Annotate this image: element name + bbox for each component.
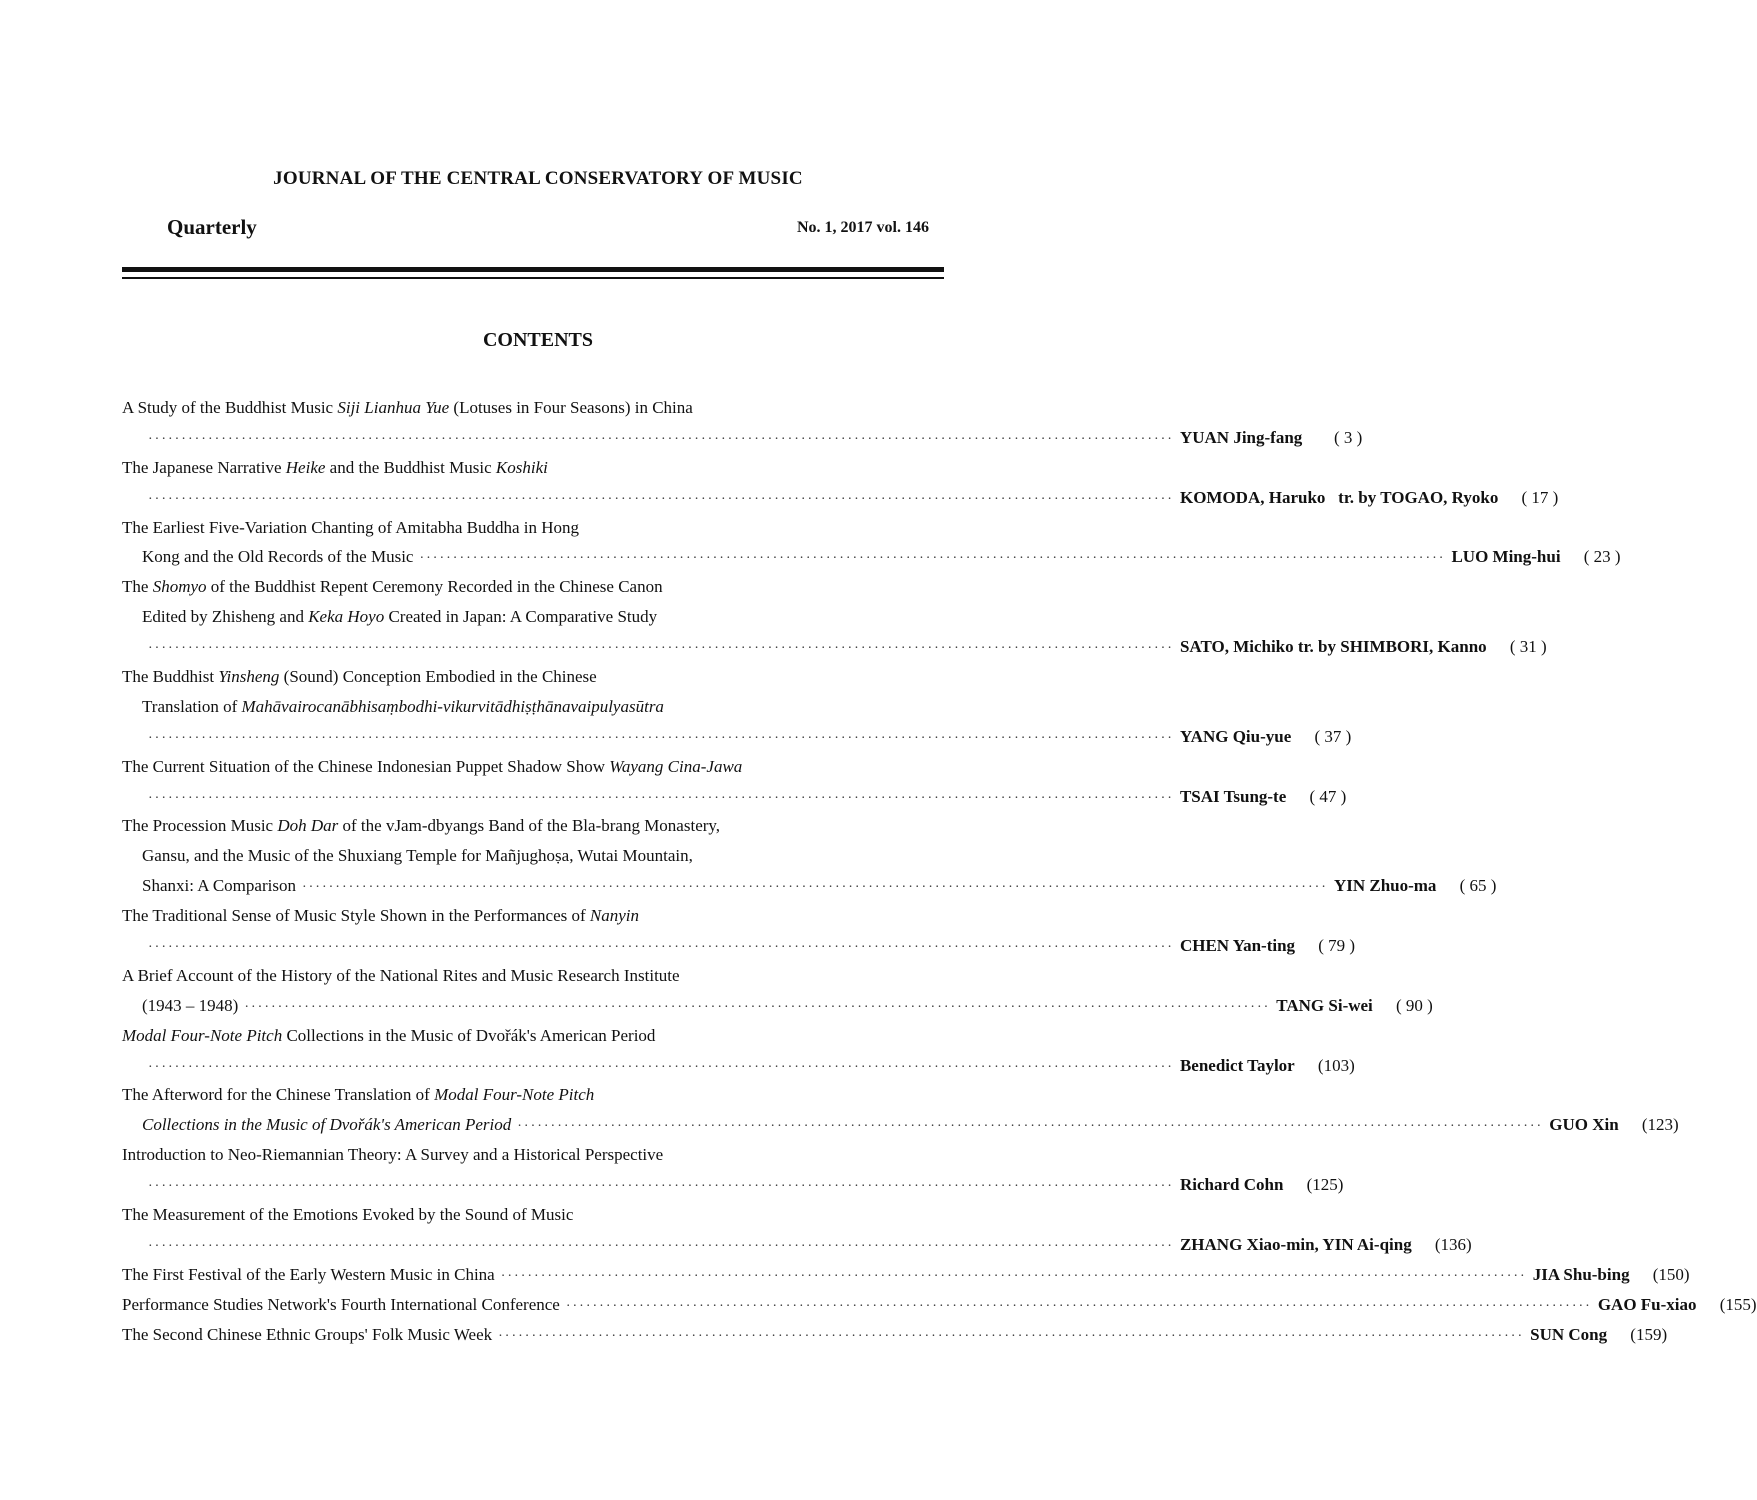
leader-dots: ·························································································································································· bbox=[148, 730, 1174, 746]
leader-dots: ·························································································································································· bbox=[148, 1179, 1174, 1195]
entry-leader-line bbox=[122, 632, 1547, 662]
entry-page: ( 79 ) bbox=[1318, 936, 1356, 956]
toc-entry[interactable] bbox=[122, 453, 1559, 513]
issue-number: No. 1, 2017 vol. 146 bbox=[797, 219, 929, 236]
entry-page: (150) bbox=[1652, 1264, 1690, 1284]
leader-dots: ·························································································································································· bbox=[148, 1059, 1174, 1075]
entry-page: ( 23 ) bbox=[1583, 547, 1621, 567]
entry-author: Richard Cohn bbox=[1179, 1175, 1284, 1195]
entry-title-last-line: The Second Chinese Ethnic Groups' Folk Music Week bbox=[122, 1324, 493, 1344]
toc-entry[interactable] bbox=[122, 1021, 1355, 1081]
toc-entry[interactable] bbox=[122, 901, 1356, 961]
entry-leader-line bbox=[122, 483, 1559, 513]
leader-dots: ·························································································································································· bbox=[148, 491, 1174, 507]
entry-leader-line bbox=[122, 1230, 1472, 1260]
entry-title-line: The Measurement of the Emotions Evoked by the Sound of Music bbox=[122, 1205, 574, 1225]
toc-entry[interactable] bbox=[122, 572, 1547, 662]
toc-entry[interactable] bbox=[122, 393, 1363, 453]
header-rule-thick bbox=[122, 267, 944, 272]
entry-author: YIN Zhuo-ma bbox=[1333, 876, 1437, 896]
entry-author: YUAN Jing-fang bbox=[1179, 427, 1303, 447]
contents-heading: CONTENTS bbox=[482, 329, 594, 351]
leader-dots: ·························································································································································· bbox=[419, 551, 1446, 567]
entry-leader-line bbox=[122, 542, 1621, 572]
leader-dots: ·························································································································································· bbox=[148, 431, 1174, 447]
entry-page: (103) bbox=[1317, 1055, 1355, 1075]
entry-page: (136) bbox=[1434, 1234, 1472, 1254]
entry-page: ( 65 ) bbox=[1459, 876, 1497, 896]
toc-entry[interactable] bbox=[122, 1080, 1679, 1140]
toc-entry[interactable] bbox=[122, 961, 1433, 1021]
entry-leader-line bbox=[122, 1110, 1679, 1140]
entry-title-line: Edited by Zhisheng and Keka Hoyo Created in Japan: A Comparative Study bbox=[142, 607, 658, 627]
entry-title-line: Introduction to Neo-Riemannian Theory: A Survey and a Historical Perspective bbox=[122, 1145, 664, 1165]
toc-entry[interactable] bbox=[122, 1200, 1472, 1260]
toc-entry[interactable] bbox=[122, 1320, 1668, 1350]
entry-page: (125) bbox=[1306, 1175, 1344, 1195]
entry-title-line: The Buddhist Yinsheng (Sound) Conception Embodied in the Chinese bbox=[122, 667, 597, 687]
entry-leader-line bbox=[122, 1051, 1355, 1081]
entry-page: ( 90 ) bbox=[1395, 995, 1433, 1015]
entry-page: ( 37 ) bbox=[1314, 726, 1352, 746]
entry-leader-line bbox=[122, 1170, 1344, 1200]
entry-author: SATO, Michiko tr. by SHIMBORI, Kanno bbox=[1179, 637, 1487, 657]
entry-author: GUO Xin bbox=[1549, 1115, 1619, 1135]
table-of-contents bbox=[122, 393, 1757, 1350]
entry-title-line: The Japanese Narrative Heike and the Buddhist Music Koshiki bbox=[122, 457, 548, 477]
entry-title-line: The Shomyo of the Buddhist Repent Ceremony Recorded in the Chinese Canon bbox=[122, 577, 663, 597]
leader-dots: ·························································································································································· bbox=[244, 999, 1271, 1015]
entry-leader-line bbox=[122, 1290, 1757, 1320]
leader-dots: ·························································································································································· bbox=[498, 1328, 1525, 1344]
toc-entry[interactable] bbox=[122, 662, 1352, 752]
entry-author: SUN Cong bbox=[1530, 1324, 1608, 1344]
entry-page: ( 17 ) bbox=[1521, 487, 1559, 507]
entry-author: JIA Shu-bing bbox=[1532, 1264, 1630, 1284]
entry-title-last-line: Kong and the Old Records of the Music bbox=[142, 547, 414, 567]
toc-entry[interactable] bbox=[122, 513, 1621, 573]
leader-dots: ·························································································································································· bbox=[148, 940, 1174, 956]
entry-title-line: The Afterword for the Chinese Translation of Modal Four-Note Pitch bbox=[122, 1085, 595, 1105]
toc-entry[interactable] bbox=[122, 1290, 1757, 1320]
entry-title-last-line: (1943 – 1948) bbox=[142, 995, 239, 1015]
entry-page: ( 3 ) bbox=[1333, 427, 1363, 447]
leader-dots: ·························································································································································· bbox=[301, 880, 1328, 896]
entry-author: KOMODA, Haruko tr. by TOGAO, Ryoko bbox=[1179, 487, 1499, 507]
entry-title-line: Modal Four-Note Pitch Collections in the Music of Dvořák's American Period bbox=[122, 1025, 656, 1045]
entry-leader-line bbox=[122, 871, 1497, 901]
entry-leader-line bbox=[122, 991, 1433, 1021]
frequency-label: Quarterly bbox=[167, 215, 257, 239]
entry-author: TANG Si-wei bbox=[1276, 995, 1373, 1015]
entry-page: (159) bbox=[1630, 1324, 1668, 1344]
entry-title-last-line: Shanxi: A Comparison bbox=[142, 876, 296, 896]
entry-title-line: Translation of Mahāvairocanābhisaṃbodhi-vikurvitādhiṣṭhānavaipulyasūtra bbox=[142, 696, 664, 716]
toc-entry[interactable] bbox=[122, 1140, 1344, 1200]
entry-author: LUO Ming-hui bbox=[1451, 547, 1561, 567]
header-rule-thin bbox=[122, 277, 944, 279]
entry-author: GAO Fu-xiao bbox=[1597, 1294, 1697, 1314]
entry-title-line: Gansu, and the Music of the Shuxiang Temple for Mañjughoṣa, Wutai Mountain, bbox=[142, 846, 693, 866]
entry-title-line: The Procession Music Doh Dar of the vJam-dbyangs Band of the Bla-brang Monastery, bbox=[122, 816, 721, 836]
leader-dots: ·························································································································································· bbox=[148, 641, 1174, 657]
entry-leader-line bbox=[122, 1320, 1668, 1350]
entry-author: YANG Qiu-yue bbox=[1179, 726, 1292, 746]
toc-entry[interactable] bbox=[122, 811, 1497, 901]
entry-title-line: A Study of the Buddhist Music Siji Lianhua Yue (Lotuses in Four Seasons) in China bbox=[122, 398, 693, 417]
entry-title-last-line: The First Festival of the Early Western Music in China bbox=[122, 1264, 495, 1284]
entry-author: CHEN Yan-ting bbox=[1179, 936, 1296, 956]
entry-title-line: The Traditional Sense of Music Style Shown in the Performances of Nanyin bbox=[122, 906, 640, 926]
entry-page: (155) bbox=[1719, 1294, 1757, 1314]
entry-title-line: The Current Situation of the Chinese Indonesian Puppet Shadow Show Wayang Cina-Jawa bbox=[122, 756, 743, 776]
entry-leader-line bbox=[122, 931, 1356, 961]
entry-author: Benedict Taylor bbox=[1179, 1055, 1295, 1075]
entry-title-line: The Earliest Five-Variation Chanting of Amitabha Buddha in Hong bbox=[122, 517, 580, 537]
leader-dots: ·························································································································································· bbox=[500, 1268, 1527, 1284]
entry-page: (123) bbox=[1641, 1115, 1679, 1135]
toc-entry[interactable] bbox=[122, 752, 1347, 812]
entry-leader-line bbox=[122, 423, 1363, 453]
entry-title-last-line: Performance Studies Network's Fourth International Conference bbox=[122, 1294, 560, 1314]
leader-dots: ·························································································································································· bbox=[148, 790, 1174, 806]
entry-leader-line bbox=[122, 1260, 1690, 1290]
entry-author: TSAI Tsung-te bbox=[1179, 786, 1287, 806]
leader-dots: ·························································································································································· bbox=[148, 1238, 1174, 1254]
issue-row bbox=[167, 215, 929, 245]
leader-dots: ·························································································································································· bbox=[565, 1298, 1592, 1314]
entry-title-last-line: Collections in the Music of Dvořák's American Period bbox=[142, 1115, 512, 1135]
entry-leader-line bbox=[122, 722, 1352, 752]
entry-leader-line bbox=[122, 782, 1347, 812]
leader-dots: ·························································································································································· bbox=[517, 1119, 1544, 1135]
toc-entry[interactable] bbox=[122, 1260, 1690, 1290]
entry-title-line: A Brief Account of the History of the National Rites and Music Research Institute bbox=[122, 965, 680, 985]
entry-author: ZHANG Xiao-min, YIN Ai-qing bbox=[1179, 1234, 1412, 1254]
journal-title: JOURNAL OF THE CENTRAL CONSERVATORY OF MUSIC bbox=[273, 168, 803, 189]
entry-page: ( 47 ) bbox=[1309, 786, 1347, 806]
entry-page: ( 31 ) bbox=[1509, 637, 1547, 657]
